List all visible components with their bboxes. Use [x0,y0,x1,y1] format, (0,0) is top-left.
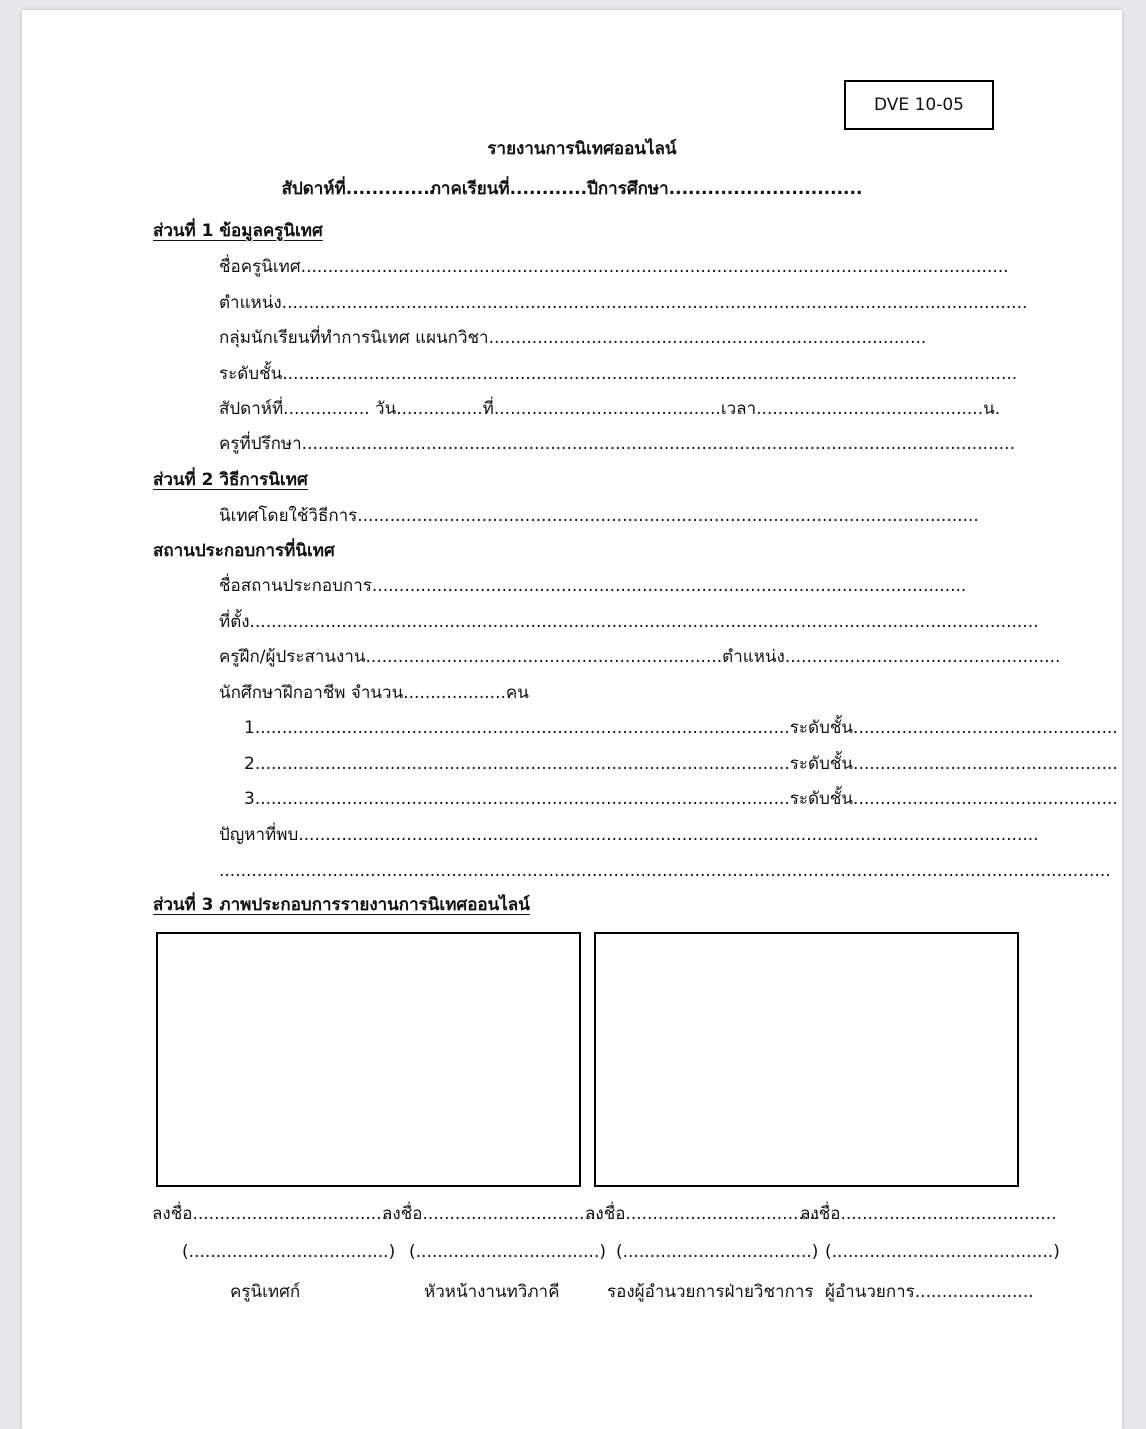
location-field: ที่ตั้ง.................................................................................................................................................. [219,612,1039,632]
workplace-heading: สถานประกอบการที่นิเทศ [153,541,335,561]
student-row-2: 2...................................................................................................ระดับชั้น................................................. [244,754,1118,774]
advisor-field: ครูที่ปรึกษา.................................................................................................................................... [219,434,1015,454]
form-code-box [844,80,994,130]
signature-name-1: (.....................................) [182,1242,396,1262]
student-row-1: 1...................................................................................................ระดับชั้น................................................. [244,718,1118,738]
problems-field: ปัญหาที่พบ......................................................................................................................................... [219,825,1039,845]
part3-heading: ส่วนที่ 3 ภาพประกอบการรายงานการนิเทศออนไลน์ [153,895,530,915]
form-code: DVE 10-05 [874,95,964,115]
document-title: รายงานการนิเทศออนไลน์ [487,139,677,159]
signature-line-4: ลงชื่อ........................................ [800,1204,1057,1224]
part1-heading: ส่วนที่ 1 ข้อมูลครูนิเทศ [153,221,323,241]
level-field: ระดับชั้น........................................................................................................................................ [219,364,1018,384]
student-row-3: 3...................................................................................................ระดับชั้น................................................. [244,789,1118,809]
supervisor-name-field: ชื่อครูนิเทศ................................................................................................................................... [219,257,1009,277]
signature-line-2: ลงชื่อ................................. [382,1204,601,1224]
workplace-name-field: ชื่อสถานประกอบการ.............................................................................................................. [219,576,967,596]
method-field: นิเทศโดยใช้วิธีการ................................................................................................................... [219,506,979,526]
photo-box-left [156,932,581,1187]
signature-role-4: ผู้อำนวยการ...................... [825,1282,1034,1302]
week-date-time-field: สัปดาห์ที่................ วัน................ที่..........................................เวลา..........................................น. [219,399,1001,419]
signature-role-3: รองผู้อำนวยการฝ่ายวิชาการ [607,1282,814,1302]
coordinator-field: ครูฝึก/ผู้ประสานงาน..................................................................ตำแหน่ง................................................... [219,647,1061,667]
signature-line-1: ลงชื่อ..................................... [152,1204,393,1224]
signature-role-2: หัวหน้างานทวิภาคี [424,1282,560,1302]
signature-line-3: ลงชื่อ.................................... [585,1204,821,1224]
photo-box-right [594,932,1019,1187]
signature-name-2: (..................................) [409,1242,606,1262]
signature-role-1: ครูนิเทศก์ [230,1282,301,1302]
document-subtitle: สัปดาห์ที่.............ภาคเรียนที่............ปีการศึกษา.............................. [281,179,863,199]
signature-name-3: (...................................) [616,1242,819,1262]
document-page [22,10,1122,1429]
student-group-field: กลุ่มนักเรียนที่ทำการนิเทศ แผนกวิชา................................................................................. [219,328,927,348]
signature-name-4: (.........................................) [825,1242,1060,1262]
student-count-field: นักศึกษาฝึกอาชีพ จำนวน...................คน [219,683,529,703]
part2-heading: ส่วนที่ 2 วิธีการนิเทศ [153,470,308,490]
position-field: ตำแหน่ง.......................................................................................................................................... [219,293,1028,313]
problems-continuation: ..................................................................................................................................................................... [219,861,1111,881]
